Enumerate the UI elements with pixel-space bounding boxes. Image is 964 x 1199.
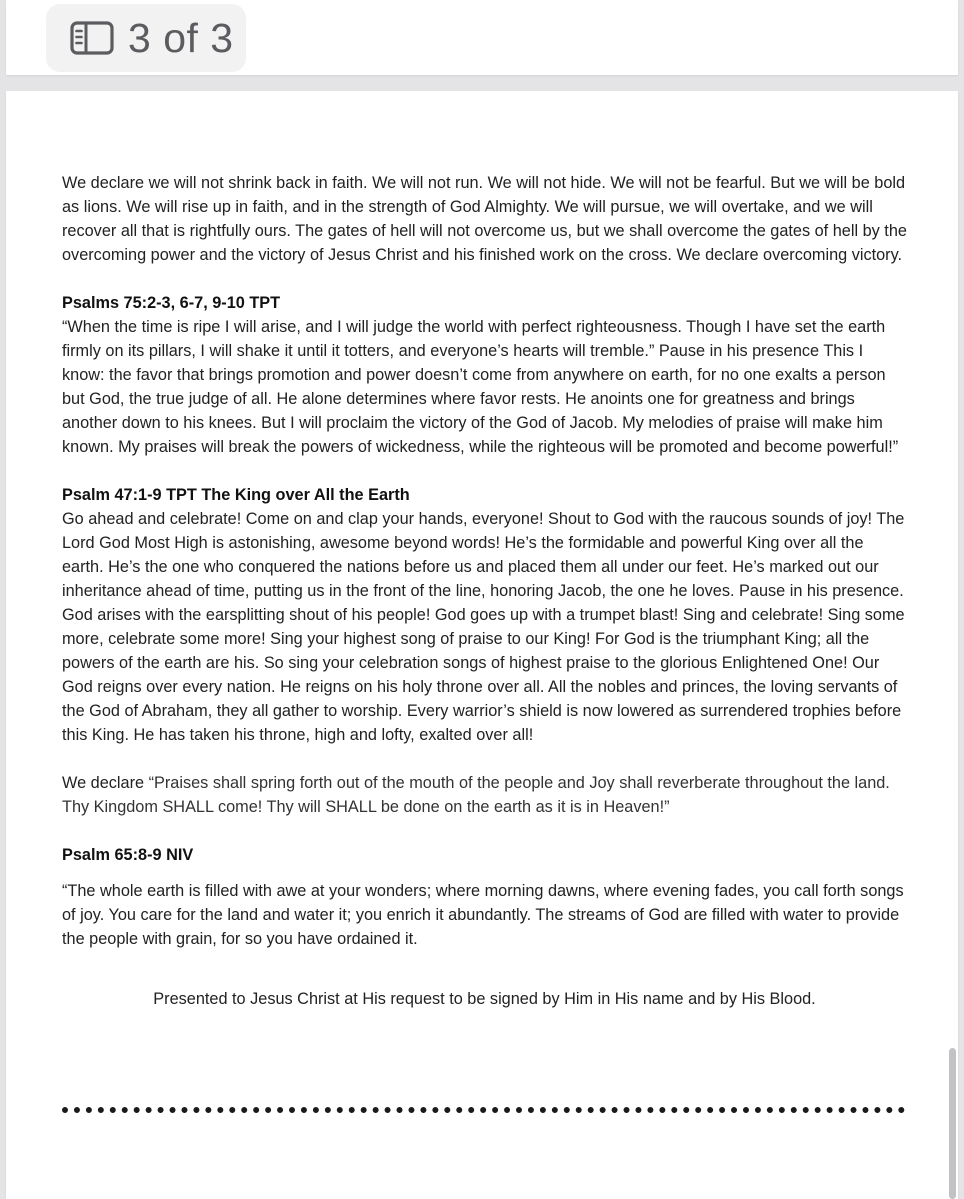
psalm-47-text: Go ahead and celebrate! Come on and clap your hands, everyone! Shout to God with the raucous sounds of joy! The Lord God Most High is astonishing, awesome beyond words! He’s the formidable and powerful King over all the earth. He’s the one who conquered the nations before us and placed them all under our feet. He’s marked out our inheritance ahead of time, putting us in the front of the line, honoring Jacob, the one he loves. Pause in his presence. God arises with the earsplitting shout of his people! God goes up with a trumpet blast! Sing and celebrate! Sing some more, celebrate some more! Sing your highest song of praise to our King! For God is the triumphant King; all the powers of the earth are his. So sing your celebration songs of highest praise to the glorious Enlightened One! Our God reigns over every nation. He reigns on his holy throne over all. All the nobles and princes, the loving servants of the God of Abraham, they all gather to worship. Every warrior’s shield is now lowered as surrendered trophies before this King. He has taken his throne, high and lofty, exalted over all! — [62, 510, 905, 744]
page-indicator[interactable] — [46, 4, 246, 72]
psalm-75-heading: Psalms 75:2-3, 6-7, 9-10 TPT — [62, 294, 281, 312]
psalm-65-text: “The whole earth is filled with awe at your wonders; where morning dawns, where evening fades, you call forth songs of joy. You care for the land and water it; you enrich it abundantly. The streams of God are filled with water to provide the people with grain, for so you have ordained it. — [62, 882, 904, 948]
kingdom-declaration — [62, 771, 907, 819]
scrollbar-thumb[interactable] — [949, 1048, 956, 1199]
sidebar-icon — [70, 21, 114, 55]
presentation-line: Presented to Jesus Christ at His request to be signed by Him in His name and by His Blood. — [153, 990, 816, 1008]
dotted-divider — [62, 1107, 905, 1113]
declaration-lead: We declare — [62, 774, 149, 792]
page-content — [62, 171, 907, 1011]
document-page — [6, 91, 958, 1199]
page-indicator-label: 3 of 3 — [128, 14, 234, 61]
declaration-paragraph: We declare we will not shrink back in faith. We will not run. We will not hide. We will not be fearful. But we will be bold as lions. We will rise up in faith, and in the strength of God Almighty. We will pursue, we will overtake, and we will recover all that is rightfully ours. The gates of hell will not overcome us, but we shall overcome the gates of hell by the overcoming power and the victory of Jesus Christ and his finished work on the cross. We declare overcoming victory. — [62, 174, 907, 264]
psalm-75-text: “When the time is ripe I will arise, and I will judge the world with perfect righteousness. Though I have set the earth firmly on its pillars, I will shake it until it totters, and everyone’s hearts will tremble.” Pause in his presence This I know: the favor that brings promotion and power doesn’t come from anywhere on earth, for no one exalts a person but God, the true judge of all. He alone determines where favor rests. He anoints one for greatness and brings another down to his knees. But I will proclaim the victory of the God of Jacob. My melodies of praise will make him known. My praises will break the powers of wickedness, while the righteous will be promoted and become powerful!” — [62, 318, 899, 456]
psalm-65-heading: Psalm 65:8-9 NIV — [62, 846, 194, 864]
declaration-quote: “Praises shall spring forth out of the mouth of the people and Joy shall reverberate throughout the land. Thy Kingdom SHALL come! Thy will SHALL be done on the earth as it is in Heaven!” — [62, 774, 890, 816]
psalm-47-heading: Psalm 47:1-9 TPT The King over All the Earth — [62, 486, 410, 504]
